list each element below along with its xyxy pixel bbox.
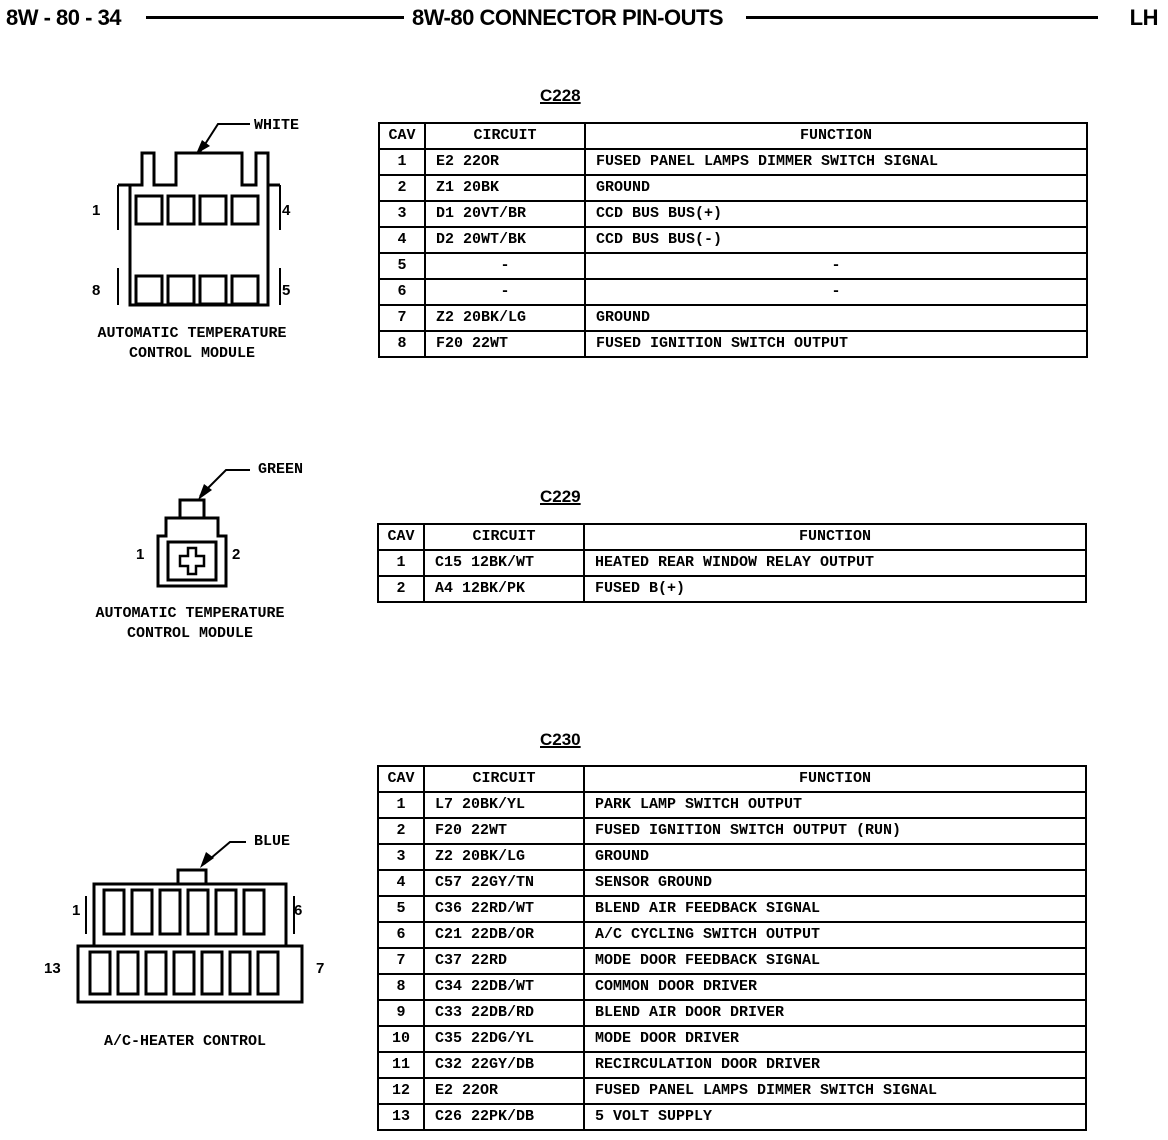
table-row	[379, 175, 1087, 201]
circuit-cell: C37 22RD	[424, 948, 584, 974]
function-cell: SENSOR GROUND	[584, 870, 1086, 896]
function-cell: MODE DOOR FEEDBACK SIGNAL	[584, 948, 1086, 974]
circuit-cell: F20 22WT	[424, 818, 584, 844]
function-cell: GROUND	[585, 305, 1087, 331]
component-label: A/C-HEATER CONTROL	[103, 1033, 267, 1050]
circuit-cell: E2 22OR	[425, 149, 585, 175]
circuit-cell: A4 12BK/PK	[424, 576, 584, 602]
pin-label: 13	[44, 960, 61, 977]
function-cell: GROUND	[584, 844, 1086, 870]
connector-color-label: BLUE	[254, 833, 291, 850]
function-cell: RECIRCULATION DOOR DRIVER	[584, 1052, 1086, 1078]
pin-label: 4	[282, 202, 291, 219]
table-row	[379, 149, 1087, 175]
circuit-cell: Z1 20BK	[425, 175, 585, 201]
table-row	[378, 576, 1086, 602]
cav-cell: 9	[378, 1000, 424, 1026]
table-row	[379, 305, 1087, 331]
pin-label: 1	[72, 902, 81, 919]
cav-cell: 13	[378, 1104, 424, 1130]
circuit-cell: L7 20BK/YL	[424, 792, 584, 818]
circuit-cell: E2 22OR	[424, 1078, 584, 1104]
header-rule-right	[746, 16, 1098, 19]
table-row	[378, 922, 1086, 948]
cav-cell: 1	[378, 550, 424, 576]
section-code: LH	[1129, 5, 1158, 30]
cav-cell: 4	[379, 227, 425, 253]
pin-label: 2	[232, 546, 241, 563]
circuit-cell: C36 22RD/WT	[424, 896, 584, 922]
function-cell: BLEND AIR FEEDBACK SIGNAL	[584, 896, 1086, 922]
table-header-row	[378, 524, 1086, 550]
circuit-cell: -	[425, 253, 585, 279]
function-cell: FUSED B(+)	[584, 576, 1086, 602]
connector-title-c228: C228	[540, 86, 581, 105]
table-row	[378, 792, 1086, 818]
table-row	[378, 1104, 1086, 1130]
table-row	[378, 818, 1086, 844]
pin-label: 5	[282, 282, 291, 299]
function-cell: HEATED REAR WINDOW RELAY OUTPUT	[584, 550, 1086, 576]
cav-cell: 1	[379, 149, 425, 175]
circuit-cell: -	[425, 279, 585, 305]
function-cell: COMMON DOOR DRIVER	[584, 974, 1086, 1000]
cav-cell: 4	[378, 870, 424, 896]
cav-cell: 7	[378, 948, 424, 974]
table-row	[379, 201, 1087, 227]
cav-cell: 10	[378, 1026, 424, 1052]
component-label: AUTOMATIC TEMPERATURE CONTROL MODULE	[97, 325, 287, 362]
connector-title-c230: C230	[540, 730, 581, 749]
table-row	[378, 870, 1086, 896]
table-row	[379, 279, 1087, 305]
table-row	[379, 253, 1087, 279]
pinout-table-c230	[377, 765, 1087, 1131]
col-header-circuit: CIRCUIT	[424, 766, 584, 792]
pinout-table-c228	[378, 122, 1088, 358]
connector-title-c229: C229	[540, 487, 581, 506]
table-row	[378, 844, 1086, 870]
function-cell: FUSED PANEL LAMPS DIMMER SWITCH SIGNAL	[585, 149, 1087, 175]
cav-cell: 7	[379, 305, 425, 331]
function-cell: -	[585, 253, 1087, 279]
col-header-cav: CAV	[378, 524, 424, 550]
cav-cell: 5	[379, 253, 425, 279]
pin-label: 8	[92, 282, 101, 299]
col-header-circuit: CIRCUIT	[424, 524, 584, 550]
circuit-cell: Z2 20BK/LG	[425, 305, 585, 331]
cav-cell: 6	[379, 279, 425, 305]
cav-cell: 3	[378, 844, 424, 870]
table-header-row	[378, 766, 1086, 792]
function-cell: FUSED IGNITION SWITCH OUTPUT (RUN)	[584, 818, 1086, 844]
pin-label: 1	[136, 546, 145, 563]
function-cell: CCD BUS BUS(+)	[585, 201, 1087, 227]
connector-c228-diagram	[90, 110, 330, 330]
connector-color-label: GREEN	[258, 461, 304, 478]
function-cell: MODE DOOR DRIVER	[584, 1026, 1086, 1052]
function-cell: BLEND AIR DOOR DRIVER	[584, 1000, 1086, 1026]
circuit-cell: C15 12BK/WT	[424, 550, 584, 576]
circuit-cell: C26 22PK/DB	[424, 1104, 584, 1130]
header-rule-left	[146, 16, 404, 19]
cav-cell: 3	[379, 201, 425, 227]
cav-cell: 6	[378, 922, 424, 948]
function-cell: CCD BUS BUS(-)	[585, 227, 1087, 253]
pin-label: 1	[92, 202, 101, 219]
cav-cell: 5	[378, 896, 424, 922]
cav-cell: 11	[378, 1052, 424, 1078]
circuit-cell: C57 22GY/TN	[424, 870, 584, 896]
circuit-cell: C21 22DB/OR	[424, 922, 584, 948]
function-cell: FUSED PANEL LAMPS DIMMER SWITCH SIGNAL	[584, 1078, 1086, 1104]
pinout-table-c229	[377, 523, 1087, 603]
cav-cell: 8	[379, 331, 425, 357]
function-cell: 5 VOLT SUPPLY	[584, 1104, 1086, 1130]
col-header-circuit: CIRCUIT	[425, 123, 585, 149]
circuit-cell: C34 22DB/WT	[424, 974, 584, 1000]
table-row	[378, 948, 1086, 974]
table-row	[378, 974, 1086, 1000]
table-row	[378, 896, 1086, 922]
circuit-cell: C35 22DG/YL	[424, 1026, 584, 1052]
pin-label: 7	[316, 960, 325, 977]
function-cell: PARK LAMP SWITCH OUTPUT	[584, 792, 1086, 818]
connector-c229-diagram	[150, 460, 270, 590]
table-row	[378, 1000, 1086, 1026]
col-header-cav: CAV	[379, 123, 425, 149]
table-row	[378, 550, 1086, 576]
col-header-cav: CAV	[378, 766, 424, 792]
col-header-function: FUNCTION	[585, 123, 1087, 149]
cav-cell: 2	[379, 175, 425, 201]
connector-c230-diagram	[70, 830, 320, 1010]
table-row	[378, 1078, 1086, 1104]
function-cell: A/C CYCLING SWITCH OUTPUT	[584, 922, 1086, 948]
cav-cell: 1	[378, 792, 424, 818]
cav-cell: 8	[378, 974, 424, 1000]
component-label: AUTOMATIC TEMPERATURE CONTROL MODULE	[95, 605, 285, 642]
function-cell: GROUND	[585, 175, 1087, 201]
col-header-function: FUNCTION	[584, 524, 1086, 550]
circuit-cell: F20 22WT	[425, 331, 585, 357]
table-row	[378, 1052, 1086, 1078]
table-row	[379, 227, 1087, 253]
circuit-cell: C32 22GY/DB	[424, 1052, 584, 1078]
table-row	[379, 331, 1087, 357]
col-header-function: FUNCTION	[584, 766, 1086, 792]
function-cell: FUSED IGNITION SWITCH OUTPUT	[585, 331, 1087, 357]
circuit-cell: D2 20WT/BK	[425, 227, 585, 253]
circuit-cell: C33 22DB/RD	[424, 1000, 584, 1026]
circuit-cell: D1 20VT/BR	[425, 201, 585, 227]
circuit-cell: Z2 20BK/LG	[424, 844, 584, 870]
cav-cell: 2	[378, 576, 424, 602]
page-reference: 8W - 80 - 34	[6, 5, 122, 30]
connector-color-label: WHITE	[254, 117, 300, 134]
table-header-row	[379, 123, 1087, 149]
page-title: 8W-80 CONNECTOR PIN-OUTS	[412, 5, 724, 30]
table-row	[378, 1026, 1086, 1052]
cav-cell: 2	[378, 818, 424, 844]
cav-cell: 12	[378, 1078, 424, 1104]
pin-label: 6	[294, 902, 303, 919]
function-cell: -	[585, 279, 1087, 305]
